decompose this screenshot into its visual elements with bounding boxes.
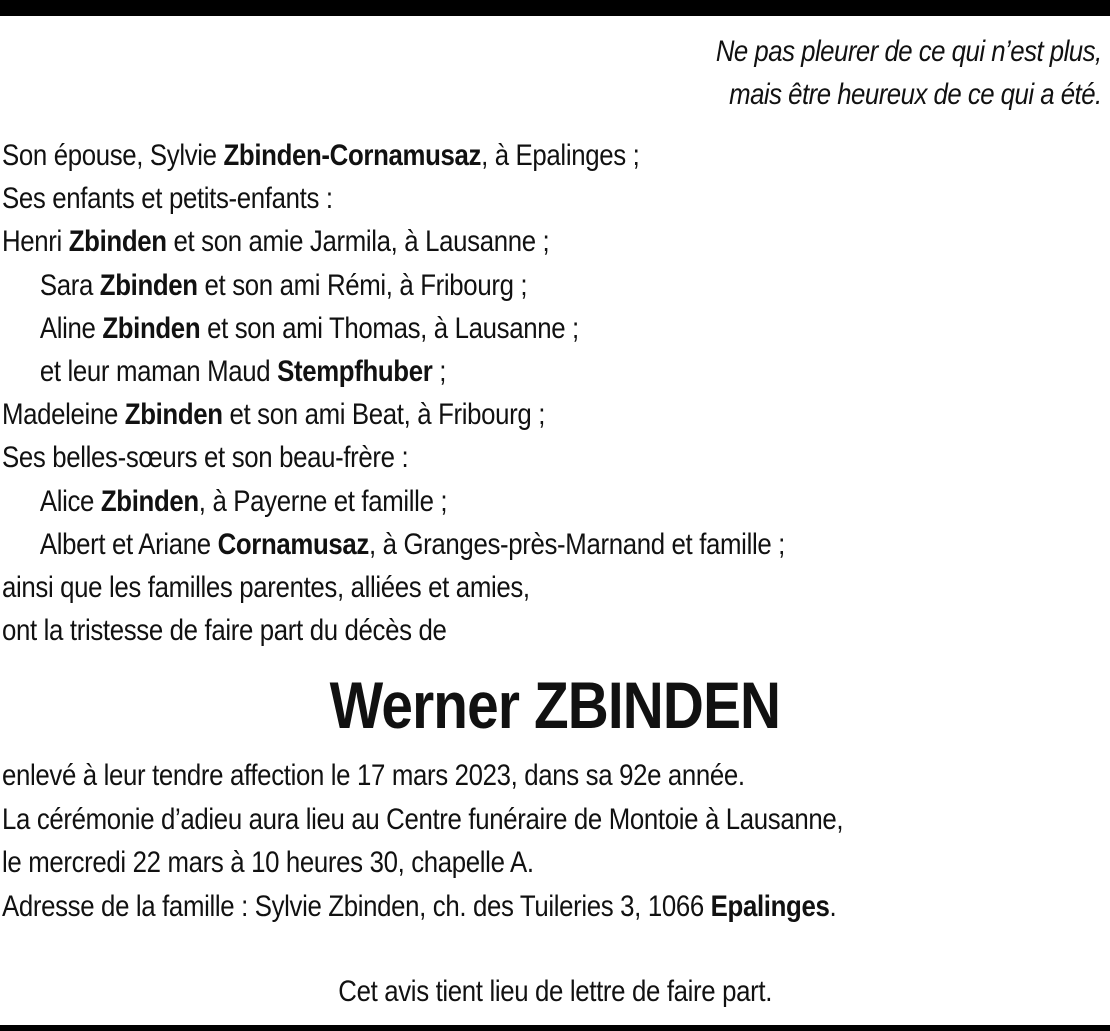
details-line-1: enlevé à leur tendre affection le 17 mars 2023, dans sa 92e année.: [2, 759, 745, 792]
footer-note: Cet avis tient lieu de lettre de faire part.: [338, 975, 772, 1008]
maud-prefix: et leur maman Maud: [39, 354, 278, 388]
madeleine-suffix: et son ami Beat, à Fribourg ;: [222, 398, 546, 432]
maud-name: Stempfhuber: [277, 354, 433, 388]
aline-line: [2, 307, 785, 350]
aline-suffix: et son ami Thomas, à Lausanne ;: [200, 311, 579, 345]
alice-name: Zbinden: [100, 484, 199, 518]
maud-suffix: ;: [432, 354, 447, 388]
sara-prefix: Sara: [39, 268, 100, 302]
bottom-rule: [0, 1025, 1110, 1031]
albert-name: Cornamusaz: [217, 527, 369, 561]
madeleine-name: Zbinden: [124, 398, 223, 432]
epigraph-line-2: mais être heureux de ce qui a été.: [729, 78, 1102, 111]
deceased-name-block: [0, 662, 1110, 748]
family-list: [2, 134, 785, 652]
inlaws-heading: Ses belles-sœurs et son beau-frère :: [2, 441, 409, 475]
address-line: [2, 885, 843, 929]
relatives-line: ainsi que les familles parentes, alliées et amies,: [2, 570, 530, 604]
maud-line: [2, 350, 785, 393]
announce-line: ont la tristesse de faire part du décès de: [2, 614, 447, 648]
henri-suffix: et son amie Jarmila, à Lausanne ;: [166, 225, 550, 259]
madeleine-prefix: Madeleine: [2, 398, 125, 432]
spouse-name: Zbinden-Cornamusaz: [223, 139, 482, 172]
details-line-2: La cérémonie d’adieu aura lieu au Centre funéraire de Montoie à Lausanne,: [2, 802, 844, 836]
address-prefix: Adresse de la famille : Sylvie Zbinden, ch. des Tuileries 3, 1066: [2, 889, 711, 923]
children-heading: Ses enfants et petits-enfants :: [2, 182, 333, 216]
albert-prefix: Albert et Ariane: [39, 527, 218, 561]
address-suffix: .: [829, 889, 837, 923]
madeleine-line: [2, 393, 785, 436]
alice-line: [2, 480, 785, 523]
henri-name: Zbinden: [68, 225, 167, 259]
top-rule: [0, 0, 1110, 16]
details-line-3: le mercredi 22 mars à 10 heures 30, chapelle A.: [2, 846, 534, 879]
sara-line: [2, 264, 785, 307]
address-city: Epalinges: [710, 889, 830, 923]
epigraph: [716, 30, 1102, 116]
albert-line: [2, 523, 785, 566]
albert-suffix: , à Granges-près-Marnand et famille ;: [368, 527, 786, 561]
sara-name: Zbinden: [99, 268, 198, 302]
spouse-prefix: Son épouse, Sylvie: [2, 139, 224, 172]
footer-note-block: [0, 970, 1110, 1013]
spouse-suffix: , à Epalinges ;: [481, 139, 640, 172]
alice-prefix: Alice: [39, 484, 101, 518]
aline-name: Zbinden: [102, 311, 201, 345]
henri-line: [2, 220, 785, 263]
aline-prefix: Aline: [39, 311, 103, 345]
alice-suffix: , à Payerne et famille ;: [198, 484, 448, 518]
spouse-line: [2, 134, 785, 177]
sara-suffix: et son ami Rémi, à Fribourg ;: [197, 268, 528, 302]
deceased-name: Werner ZBINDEN: [329, 668, 781, 742]
epigraph-line-1: Ne pas pleurer de ce qui n’est plus,: [716, 35, 1102, 68]
henri-prefix: Henri: [2, 225, 69, 259]
ceremony-details: [2, 754, 843, 928]
